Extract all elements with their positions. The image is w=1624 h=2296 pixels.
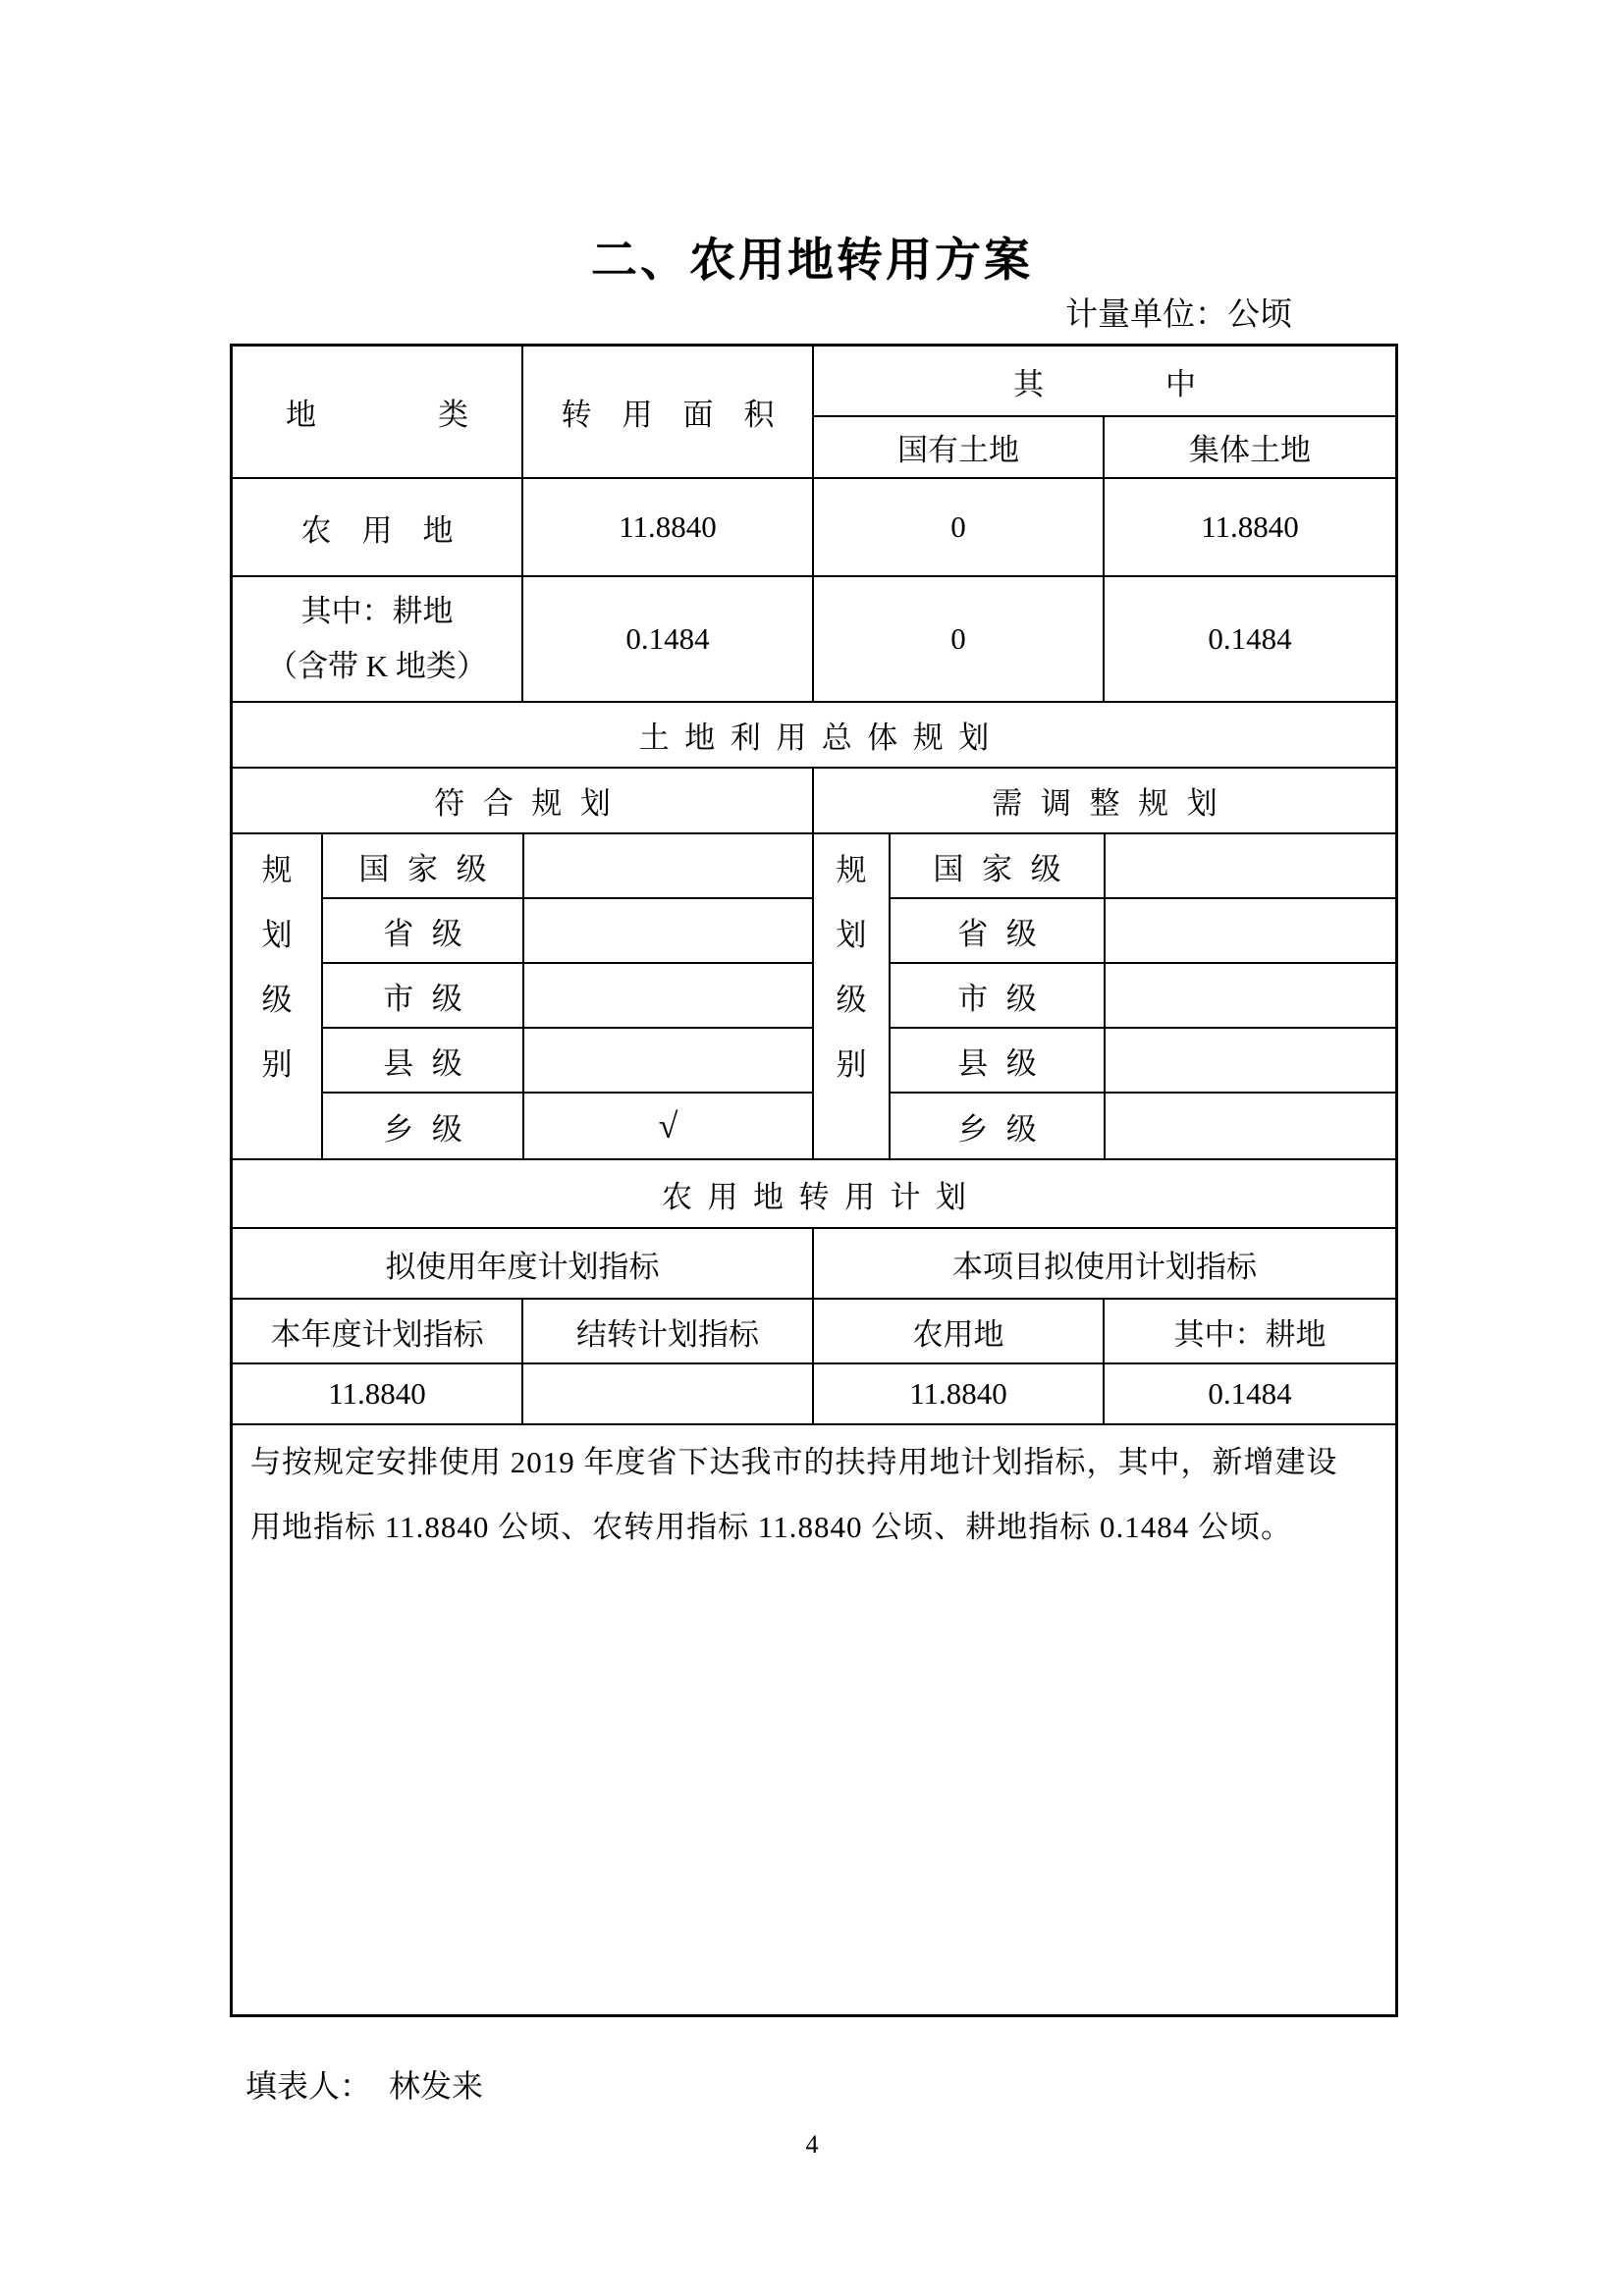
cell-agr-land-quota-value: 11.8840 [814,1364,1105,1423]
cell-level-name-township-right [891,1094,1106,1158]
axis-label-planning-level-right [814,834,891,1158]
filler-label: 填表人： [245,2068,372,2104]
axis-char: 级 [261,982,293,1017]
cell-level-value-province-left [524,899,814,964]
cell-carryover-quota-value [523,1364,814,1423]
cell-current-year-quota-value: 11.8840 [233,1364,523,1423]
level-name-text: 国家级 [358,851,506,886]
cell-level-name-township-left [323,1094,524,1158]
level-name-text: 县级 [957,1045,1056,1081]
cell-level-value-county-left [524,1029,814,1094]
cell-level-value-city-right [1106,964,1395,1029]
axis-char: 规 [261,852,293,887]
cell-level-name-county-left [323,1029,524,1094]
cell-farmland-area: 0.1484 [523,575,814,701]
cell-farmland-quota-value: 0.1484 [1208,1376,1292,1411]
farmland-label-line2: （含带 K 地类） [267,649,487,683]
cell-level-name-national-right [891,834,1106,899]
page-title: 二、农用地转用方案 [591,234,1033,286]
section-title-overall-planning [233,701,1395,767]
cell-agr-land-state: 0 [814,477,1105,575]
cell-agr-land-quota-header: 农用地 [814,1300,1105,1362]
note-line-2: 用地指标 11.8840 公顷、农转用指标 11.8840 公顷、耕地指标 0.1484 公顷。 [250,1510,1292,1544]
level-name-text: 乡级 [383,1111,481,1147]
cell-level-name-province-right [891,899,1106,964]
cell-level-value-province-right [1106,899,1395,964]
cell-level-value-county-right [1106,1029,1395,1094]
planning-levels-section [233,767,1395,1158]
cell-level-value-national-right [1106,834,1395,899]
land-conversion-table [230,344,1398,2017]
axis-char: 别 [836,1046,867,1082]
cell-level-name-county-right [891,1029,1106,1094]
level-name-text: 乡级 [957,1111,1056,1147]
header-cell-conversion-area: 转 用 面 积 [523,347,814,477]
conversion-plan-title-text: 农用地转用计划 [662,1179,982,1214]
quota-group-header-row [233,1227,1395,1298]
cell-farmland-quota-header: 其中：耕地 [1173,1316,1326,1352]
axis-char: 规 [836,852,867,887]
header-cell-collective: 集体土地 [1189,433,1311,467]
cell-agr-land-label: 农 用 地 [233,477,523,575]
quota-column-header-row [233,1298,1395,1362]
axis-char: 级 [836,982,867,1017]
section-title-conversion-plan [233,1158,1395,1227]
header-cell-among: 其 中 [814,347,1395,417]
level-name-text: 国家级 [933,851,1080,886]
cell-level-value-township-right [1106,1094,1395,1158]
level-name-text: 县级 [383,1045,481,1081]
axis-char: 别 [261,1046,293,1082]
axis-label-planning-level-left [233,834,323,1158]
level-name-text: 市级 [383,981,481,1016]
comply-header-text: 符合规划 [434,786,629,821]
adjust-header-text: 需调整规划 [992,786,1236,821]
cell-farmland-collective: 0.1484 [1105,575,1395,701]
unit-label: 计量单位：公顷 [1065,297,1292,333]
filler-name: 林发来 [389,2068,484,2104]
cell-carryover-quota-header: 结转计划指标 [523,1300,814,1362]
cell-level-value-national-left [524,834,814,899]
axis-char: 划 [836,917,867,952]
cell-level-name-national-left [323,834,524,899]
cell-level-value-township-left-checkmark: √ [524,1094,814,1158]
quota-value-row [233,1362,1395,1423]
cell-project-quota-header: 本项目拟使用计划指标 [952,1249,1257,1284]
cell-farmland-label [233,575,523,701]
cell-level-name-city-right [891,964,1106,1029]
cell-current-year-quota-header: 本年度计划指标 [233,1300,523,1362]
level-name-text: 省级 [957,916,1056,951]
overall-planning-title-text: 土地利用总体规划 [638,721,1004,755]
cell-level-value-city-left [524,964,814,1029]
farmland-label-line1: 其中：耕地 [300,594,454,628]
cell-agr-land-collective: 11.8840 [1105,477,1395,575]
cell-agr-land-area: 11.8840 [523,477,814,575]
form-filler-line [245,2061,483,2107]
cell-adjust-header [814,769,1395,834]
level-name-text: 省级 [383,916,481,951]
axis-char: 划 [261,917,293,952]
cell-level-name-city-left [323,964,524,1029]
cell-comply-header [233,769,814,834]
header-cell-state-owned: 国有土地 [814,417,1105,477]
cell-level-name-province-left [323,899,524,964]
note-line-1: 与按规定安排使用 2019 年度省下达我市的扶持用地计划指标，其中，新增建设 [250,1445,1338,1479]
land-type-section [233,347,1395,701]
header-cell-land-type: 地 类 [233,347,523,477]
cell-annual-quota-header: 拟使用年度计划指标 [233,1229,814,1298]
cell-farmland-state: 0 [814,575,1105,701]
quota-note-cell [233,1423,1395,2014]
level-name-text: 市级 [957,981,1056,1016]
page-number: 4 [805,2130,819,2159]
